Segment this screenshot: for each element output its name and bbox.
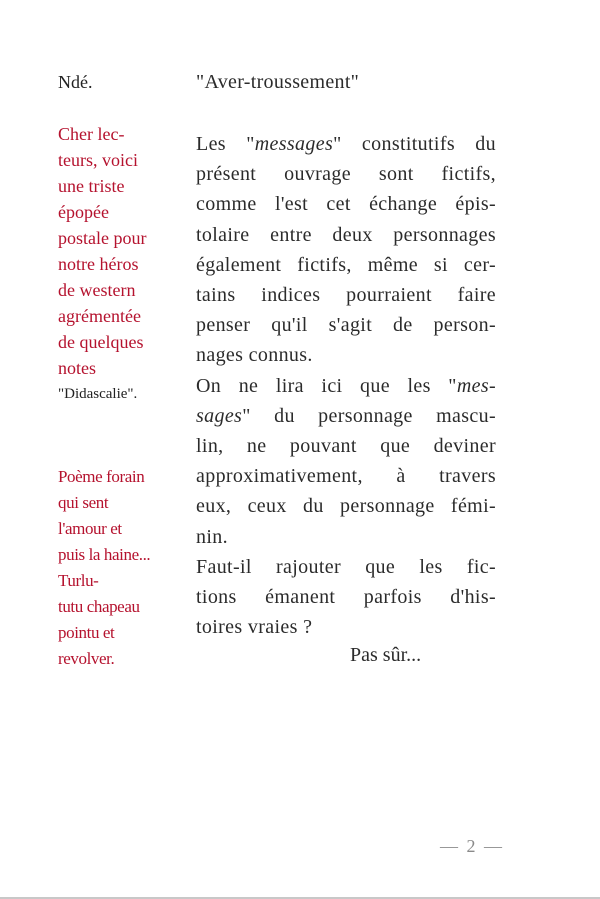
margin-note-line: teurs, voici [58, 150, 138, 170]
didascalie-label: "Didascalie". [58, 386, 138, 402]
margin-note-line: qui sent [58, 493, 109, 512]
margin-label: Ndé. [58, 72, 93, 92]
body-line: tions émanent parfois d'his- [196, 586, 496, 609]
body-line: également fictifs, même si cer- [196, 253, 496, 276]
body-line: eux, ceux du personnage fémi- [196, 495, 496, 518]
body-line: tains indices pourraient faire [196, 284, 496, 307]
body-text [196, 129, 496, 642]
section-title: "Aver-troussement" [196, 71, 360, 93]
body-line: penser qu'il s'agit de person- [196, 314, 496, 337]
margin-note-line: revolver. [58, 649, 115, 668]
margin-note-line: épopée [58, 202, 109, 222]
margin-note-line: notre héros [58, 254, 139, 274]
margin-note-line: une triste [58, 176, 125, 196]
body-line: présent ouvrage sont fictifs, [196, 163, 496, 186]
body-line: tolaire entre deux personnages [196, 223, 496, 246]
body-line: Les "messages" constitutifs du [196, 133, 496, 155]
body-line: nages connus. [196, 344, 313, 367]
margin-note-poem [58, 464, 176, 672]
body-line: toires vraies ? [196, 616, 313, 639]
body-line: Faut-il rajouter que les fic- [196, 555, 496, 578]
body-line: comme l'est cet échange épis- [196, 193, 496, 216]
margin-note-line: l'amour et [58, 519, 122, 538]
margin-note-line: puis la haine... [58, 545, 151, 564]
margin-note-intro [58, 121, 176, 407]
body-line: approximativement, à travers [196, 465, 496, 488]
margin-note-line: Turlu- [58, 571, 99, 590]
body-line: sages" du personnage mascu- [196, 404, 496, 427]
margin-note-line: pointu et [58, 623, 115, 642]
margin-note-line: Cher lec- [58, 124, 125, 144]
closing-line: Pas sûr... [350, 644, 422, 667]
margin-column [58, 69, 176, 668]
margin-note-line: de western [58, 280, 136, 300]
page-number: — 2 — [440, 836, 504, 856]
main-column [196, 69, 496, 670]
margin-note-line: postale pour [58, 228, 147, 248]
margin-note-line: tutu chapeau [58, 597, 140, 616]
margin-note-line: notes [58, 358, 96, 378]
body-line: nin. [196, 525, 228, 548]
body-line: lin, ne pouvant que deviner [196, 435, 496, 458]
margin-note-line: Poème forain [58, 467, 145, 486]
margin-note-line: agrémentée [58, 306, 141, 326]
body-line: On ne lira ici que les "mes- [196, 374, 496, 397]
margin-note-line: de quelques [58, 332, 144, 352]
